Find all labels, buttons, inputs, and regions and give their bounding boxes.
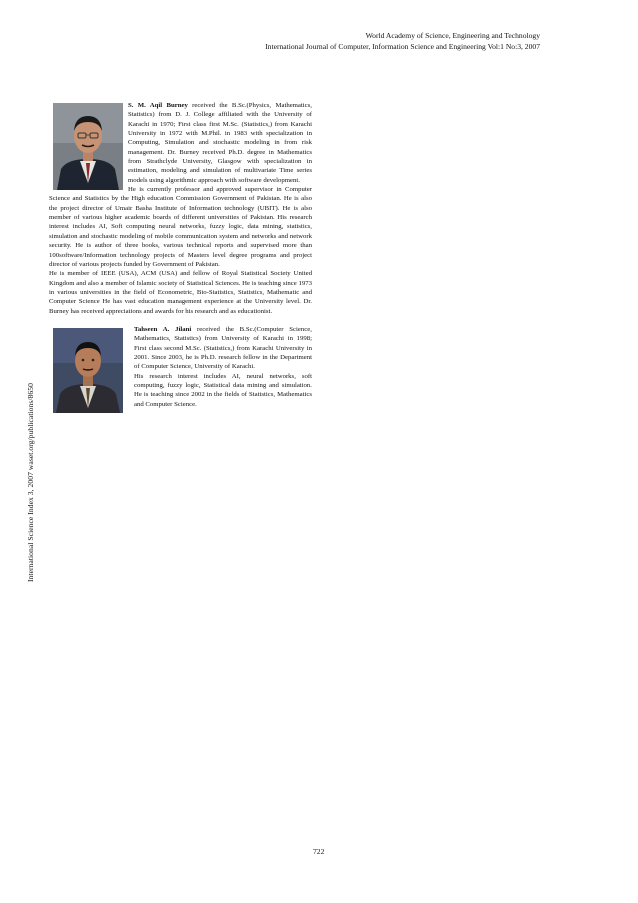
bio-jilani: [49, 325, 312, 415]
bio-jilani-para-2: His research interest includes AI, neural networks, soft computing, fuzzy logic, Statistical data mining and simulation. He is teaching since 2002 in the fields of Statistics, Mathematics and Computer Science.: [134, 372, 312, 408]
author-photo-jilani: [53, 328, 123, 413]
bio-jilani-intro: received the B.Sc.(Computer Science, Mathematics, Statistics) from University of Karachi in 1998; First class second M.Sc. (Statistics,) from Karachi University in 2001. Since 2003, he is Ph.D. research fellow in the Department of Computer Science, University of Karachi.: [134, 325, 312, 371]
author-name-burney: S. M. Aqil Burney: [128, 102, 188, 109]
bio-burney-intro: received the B.Sc.(Physics, Mathematics, Statistics) from D. J. College affiliated with the University of Karachi in 1970; First class first M.Sc. (Statistics,) from Karachi University in 1972 with M.Phil. in 1983 with specialization in Computing, Simulation and stochastic modeling in from risk management. Dr. Burney received Ph.D. degree in Mathematics from Strathclyde University, Glasgow with specialization in estimation, modeling and simulation of multivariate Time series models using algorithmic approach with software development.: [128, 102, 312, 184]
page-number: 722: [313, 847, 325, 856]
bio-burney: [49, 101, 312, 316]
author-biographies: [49, 101, 312, 415]
header-line-1: World Academy of Science, Engineering and Technology: [365, 31, 540, 40]
header-line-2: International Journal of Computer, Information Science and Engineering Vol:1 No:3, 2007: [265, 42, 540, 51]
bio-burney-para-3: He is member of IEEE (USA), ACM (USA) and fellow of Royal Statistical Society United Kingdom and also a member of Islamic society of Statistical Sciences. He is teaching since 1973 in various universities in the field of Econometric, Bio-Statistics, Statistics, Mathematic and Computer Science He has vast education management experience at the University level. Dr. Burney has received appreciations and awards for his research and as educationist.: [49, 270, 312, 315]
side-label: International Science Index 3, 2007 waset.org/publications/8650: [26, 383, 35, 582]
bio-burney-para-2: He is currently professor and approved supervisor in Computer Science and Statistics by the High education Commission Government of Pakistan. He is also the project director of Umair Basha Institute of Information technology (UBIT). He is also member of various higher academic boards of different universities of Pakistan. His research interest includes AI, Soft computing neural networks, fuzzy logic, data mining, statistics, simulation and stochastic modeling of mobile communication system and networks and network security. He is author of three books, various technical reports and supervised more than 100software/Information technology projects of Masters level degree programs and project director of various projects funded by Government of Pakistan.: [49, 186, 312, 268]
author-name-jilani: Tahseen A. Jilani: [134, 325, 192, 333]
author-photo-burney: [53, 103, 123, 190]
journal-header: [120, 30, 540, 52]
